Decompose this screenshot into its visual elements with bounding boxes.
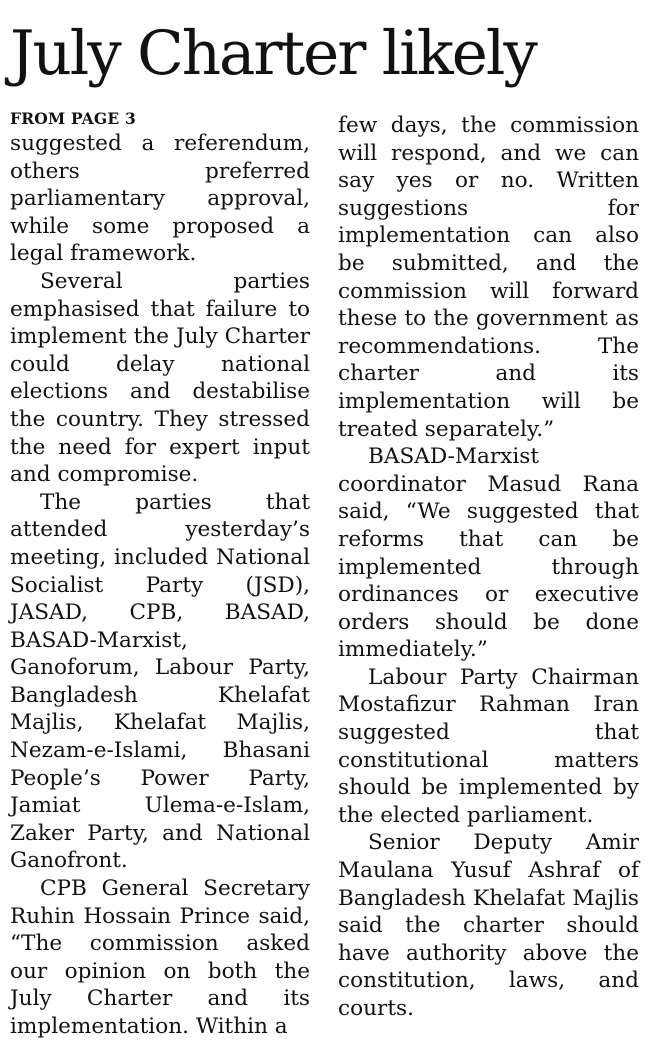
paragraph: Labour Party Chairman Mostafizur Rahman Iran suggested that constitutional matters should be implemented by the elected parliament. [338, 664, 639, 828]
paragraph: Senior Deputy Amir Maulana Yusuf Ashraf of Bangladesh Khelafat Majlis said the charter should have authority above the constitution, laws, and courts. [338, 830, 639, 1021]
paragraph: Several parties emphasised that failure to implement the July Charter could delay national elections and destabilise the country. They stressed the need for expert input and compromise. [10, 268, 310, 488]
paragraph: BASAD-Marxist coordinator Masud Rana said, “We suggested that reforms that can be implemented through ordinances or executive orders should be done immediately.” [338, 444, 639, 663]
article-column-right [338, 112, 639, 1023]
paragraph: The parties that attended yesterday’s meeting, included National Socialist Party (JSD), JASAD, CPB, BASAD, BASAD-Marxist, Ganoforum, Labour Party, Bangladesh Khelafat Majlis, Khelafat Majlis, Nezam-e-Islami, Bhasani People’s Power Party, Jamiat Ulema-e-Islam, Zaker Party, and National Ganofront. [10, 489, 310, 874]
article-column-left [10, 108, 310, 1041]
paragraph: suggested a referendum, others preferred parliamentary approval, while some proposed a legal framework. [10, 131, 310, 267]
dateline: FROM PAGE 3 [10, 109, 136, 128]
paragraph: CPB General Secretary Ruhin Hossain Prince said, “The commission asked our opinion on both the July Charter and its implementation. Within a [10, 876, 310, 1039]
paragraph: few days, the commission will respond, and we can say yes or no. Written suggestions for implementation can also be submitted, and the commission will forward these to the government as recommendations. The charter and its implementation will be treated separately.” [338, 113, 639, 442]
headline: July Charter likely [10, 18, 536, 89]
